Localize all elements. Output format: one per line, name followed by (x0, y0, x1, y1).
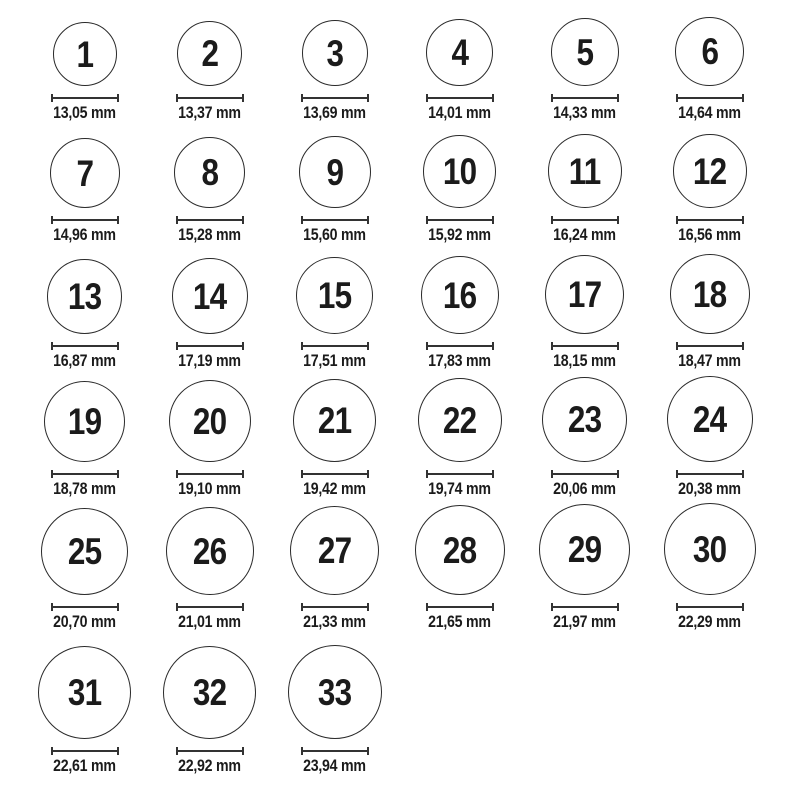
ring-size-cell (647, 17, 772, 122)
ring-size-number: 9 (326, 151, 343, 193)
ring-circle-icon (423, 135, 496, 208)
diameter-ruler-icon (676, 342, 744, 350)
ring-size-number: 13 (67, 276, 102, 317)
diameter-ruler-icon (51, 94, 119, 102)
diameter-ruler-icon (676, 94, 744, 102)
ring-size-cell (397, 378, 522, 498)
ring-size-number: 29 (567, 529, 602, 570)
diameter-label: 14,33 mm (553, 104, 616, 122)
ring-circle-icon (542, 377, 627, 462)
ring-size-number: 11 (568, 150, 601, 192)
diameter-ruler-icon (176, 470, 244, 478)
ring-size-number: 32 (192, 672, 227, 713)
ring-size-cell (147, 380, 272, 498)
diameter-label: 14,64 mm (678, 104, 741, 122)
diameter-label: 14,01 mm (428, 104, 491, 122)
ring-size-number: 26 (192, 530, 227, 572)
diameter-label: 15,92 mm (428, 226, 491, 244)
ring-circle-icon (426, 19, 493, 86)
diameter-label: 13,37 mm (178, 104, 241, 122)
ring-size-cell (147, 507, 272, 631)
ring-size-cell (22, 259, 147, 370)
ring-size-cell (397, 256, 522, 370)
ring-circle-icon (172, 258, 248, 334)
ring-size-number: 31 (67, 672, 102, 713)
ring-circle-icon (44, 381, 125, 462)
ring-circle-icon (667, 376, 753, 462)
diameter-ruler-icon (301, 603, 369, 611)
ring-size-number: 17 (567, 274, 602, 315)
ring-size-number: 27 (317, 530, 352, 571)
ring-circle-icon (290, 506, 379, 595)
ring-circle-icon (169, 380, 251, 462)
diameter-ruler-icon (551, 470, 619, 478)
ring-circle-icon (421, 256, 499, 334)
ring-size-number: 3 (326, 32, 343, 74)
ring-size-number: 8 (201, 152, 218, 193)
ring-size-number: 19 (67, 401, 102, 442)
ring-size-cell (272, 645, 397, 775)
ring-circle-icon (670, 254, 750, 334)
ring-size-number: 33 (317, 671, 352, 713)
ring-size-cell (272, 20, 397, 122)
diameter-ruler-icon (301, 216, 369, 224)
ring-circle-icon (166, 507, 254, 595)
diameter-label: 14,96 mm (53, 226, 116, 244)
ring-size-row (22, 122, 800, 244)
ring-size-number: 5 (576, 31, 593, 73)
ring-size-cell (522, 18, 647, 122)
diameter-label: 19,42 mm (303, 480, 366, 498)
diameter-label: 23,94 mm (303, 757, 366, 775)
ring-size-cell (647, 134, 772, 244)
diameter-ruler-icon (51, 747, 119, 755)
ring-size-cell (522, 134, 647, 244)
ring-circle-icon (53, 22, 117, 86)
ring-circle-icon (539, 504, 630, 595)
ring-size-cell (22, 508, 147, 631)
diameter-ruler-icon (51, 342, 119, 350)
diameter-label: 13,69 mm (303, 104, 366, 122)
diameter-ruler-icon (551, 342, 619, 350)
ring-circle-icon (174, 137, 245, 208)
ring-size-cell (22, 22, 147, 122)
ring-size-cell (22, 381, 147, 498)
ring-circle-icon (288, 645, 382, 739)
diameter-label: 18,15 mm (553, 352, 616, 370)
ring-size-row (22, 244, 800, 370)
ring-circle-icon (418, 378, 502, 462)
diameter-ruler-icon (426, 470, 494, 478)
diameter-ruler-icon (51, 603, 119, 611)
diameter-label: 15,60 mm (303, 226, 366, 244)
diameter-label: 20,06 mm (553, 480, 616, 498)
diameter-ruler-icon (426, 216, 494, 224)
ring-size-cell (147, 21, 272, 122)
diameter-ruler-icon (176, 747, 244, 755)
ring-size-number: 1 (76, 33, 93, 75)
diameter-label: 17,19 mm (178, 352, 241, 370)
ring-size-number: 2 (201, 33, 218, 74)
ring-circle-icon (38, 646, 131, 739)
diameter-label: 18,47 mm (678, 352, 741, 370)
diameter-label: 19,74 mm (428, 480, 491, 498)
ring-size-cell (22, 646, 147, 775)
ring-circle-icon (551, 18, 619, 86)
diameter-ruler-icon (551, 94, 619, 102)
diameter-ruler-icon (426, 94, 494, 102)
ring-circle-icon (47, 259, 122, 334)
ring-size-number: 25 (67, 531, 102, 572)
ring-size-row (22, 498, 800, 631)
ring-circle-icon (50, 138, 120, 208)
ring-size-cell (522, 255, 647, 370)
diameter-label: 20,70 mm (53, 613, 116, 631)
ring-size-number: 28 (442, 529, 477, 571)
ring-size-cell (147, 137, 272, 244)
diameter-label: 17,83 mm (428, 352, 491, 370)
ring-size-number: 21 (317, 400, 352, 441)
diameter-label: 21,01 mm (178, 613, 241, 631)
ring-size-number: 6 (701, 31, 718, 72)
ring-circle-icon (673, 134, 747, 208)
diameter-ruler-icon (551, 216, 619, 224)
ring-size-number: 24 (692, 398, 727, 440)
ring-circle-icon (302, 20, 368, 86)
diameter-label: 18,78 mm (53, 480, 116, 498)
ring-size-cell (397, 19, 522, 122)
diameter-label: 21,33 mm (303, 613, 366, 631)
diameter-label: 20,38 mm (678, 480, 741, 498)
ring-size-number: 4 (451, 32, 468, 73)
diameter-ruler-icon (176, 342, 244, 350)
ring-circle-icon (41, 508, 128, 595)
ring-size-row (22, 370, 800, 498)
ring-size-number: 20 (192, 400, 227, 442)
diameter-label: 22,29 mm (678, 613, 741, 631)
ring-circle-icon (163, 646, 256, 739)
diameter-label: 16,87 mm (53, 352, 116, 370)
ring-circle-icon (545, 255, 624, 334)
ring-size-row (22, 631, 800, 775)
diameter-label: 15,28 mm (178, 226, 241, 244)
ring-size-cell (147, 258, 272, 370)
ring-size-number: 12 (692, 150, 727, 192)
diameter-ruler-icon (176, 94, 244, 102)
diameter-ruler-icon (426, 603, 494, 611)
ring-size-cell (522, 504, 647, 631)
ring-size-number: 15 (317, 275, 352, 316)
diameter-label: 16,24 mm (553, 226, 616, 244)
ring-size-number: 22 (442, 399, 477, 441)
diameter-label: 17,51 mm (303, 352, 366, 370)
ring-size-cell (397, 505, 522, 631)
diameter-label: 22,92 mm (178, 757, 241, 775)
ring-size-cell (22, 138, 147, 244)
ring-size-row (22, 0, 800, 122)
diameter-label: 22,61 mm (53, 757, 116, 775)
diameter-ruler-icon (551, 603, 619, 611)
ring-circle-icon (296, 257, 373, 334)
ring-size-number: 23 (567, 399, 602, 440)
diameter-label: 16,56 mm (678, 226, 741, 244)
ring-size-cell (647, 503, 772, 631)
ring-size-number: 7 (76, 152, 93, 194)
ring-circle-icon (299, 136, 371, 208)
ring-size-number: 16 (442, 274, 477, 316)
ring-circle-icon (293, 379, 376, 462)
ring-size-number: 18 (692, 273, 727, 315)
ring-size-cell (397, 135, 522, 244)
diameter-ruler-icon (176, 603, 244, 611)
ring-size-number: 14 (192, 275, 227, 317)
ring-size-number: 10 (442, 151, 477, 192)
ring-circle-icon (548, 134, 622, 208)
ring-size-number: 30 (692, 528, 727, 570)
diameter-ruler-icon (301, 747, 369, 755)
diameter-label: 21,97 mm (553, 613, 616, 631)
diameter-ruler-icon (51, 216, 119, 224)
diameter-ruler-icon (676, 216, 744, 224)
ring-circle-icon (177, 21, 242, 86)
ring-size-cell (147, 646, 272, 775)
ring-size-cell (522, 377, 647, 498)
diameter-label: 13,05 mm (53, 104, 116, 122)
diameter-ruler-icon (176, 216, 244, 224)
diameter-ruler-icon (676, 470, 744, 478)
ring-circle-icon (675, 17, 744, 86)
ring-size-cell (272, 379, 397, 498)
ring-size-cell (272, 136, 397, 244)
diameter-ruler-icon (51, 470, 119, 478)
diameter-ruler-icon (301, 470, 369, 478)
ring-circle-icon (415, 505, 505, 595)
diameter-ruler-icon (676, 603, 744, 611)
diameter-label: 21,65 mm (428, 613, 491, 631)
diameter-ruler-icon (301, 342, 369, 350)
ring-size-cell (647, 254, 772, 370)
diameter-label: 19,10 mm (178, 480, 241, 498)
ring-size-cell (272, 257, 397, 370)
ring-size-cell (647, 376, 772, 498)
diameter-ruler-icon (426, 342, 494, 350)
ring-circle-icon (664, 503, 756, 595)
ring-size-cell (272, 506, 397, 631)
diameter-ruler-icon (301, 94, 369, 102)
